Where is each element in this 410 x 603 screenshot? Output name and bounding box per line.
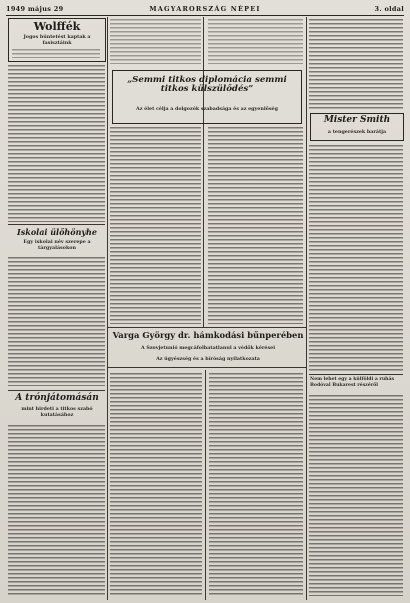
article-headline: Varga György dr. hámkodási bűnperében (112, 330, 304, 340)
article-subheadline: Az ügyészség és a bíróság nyilatkozata (156, 356, 260, 362)
article-subheadline: Az élet célja a dolgozók szabadsága és az egyenlőség (136, 106, 278, 112)
article-headline: A trónjátomásán (15, 393, 99, 403)
section-rule (309, 374, 403, 375)
section-rule (108, 367, 306, 368)
article-subheadline: Nem lehet egy a külföldi a ruhás Bodóval Bukarest részéről (310, 377, 395, 388)
column-rule (306, 17, 307, 600)
article-text (12, 48, 100, 58)
article-subheadline: A Szovjetunió megcáfolhatatlanul a védők kérései (140, 345, 276, 351)
article-subheadline: Jogos büntetést kaptak a fasisztáink (23, 34, 91, 46)
article-subheadline: mint hirdeti a titkos szabó kutatásához (21, 406, 93, 418)
article-text (209, 372, 303, 596)
article-text (309, 394, 403, 596)
article-text (110, 18, 201, 64)
article-text (8, 256, 105, 386)
article-text (309, 18, 403, 110)
article-text (8, 424, 105, 596)
article-subheadline: a tengerészek barátja (327, 129, 387, 135)
section-rule (108, 327, 306, 328)
article-text (309, 144, 403, 372)
article-subheadline: Egy iskolai név szerepe a tárgyalásokon (23, 239, 91, 251)
article-headline: „Semmi titkos diplomácia semmi titkos külszülődés” (127, 75, 287, 95)
column-rule (203, 17, 204, 327)
article-headline: Wolffék (33, 20, 81, 33)
section-rule (8, 224, 105, 225)
article-text (208, 18, 303, 64)
page-number: 3. oldal (374, 5, 404, 13)
article-text (110, 372, 202, 596)
section-rule (8, 390, 105, 391)
paper-title: MAGYARORSZÁG NÉPEI (149, 5, 261, 13)
article-headline: Iskolai ülőhönyhe (17, 227, 97, 237)
masthead (6, 3, 404, 16)
column-rule (205, 370, 206, 600)
article-text (208, 126, 303, 324)
issue-date: 1949 május 29 (6, 5, 64, 13)
column-rule (107, 17, 108, 600)
article-text (8, 64, 105, 222)
article-headline: Mister Smith (323, 115, 391, 125)
article-text (110, 126, 201, 324)
